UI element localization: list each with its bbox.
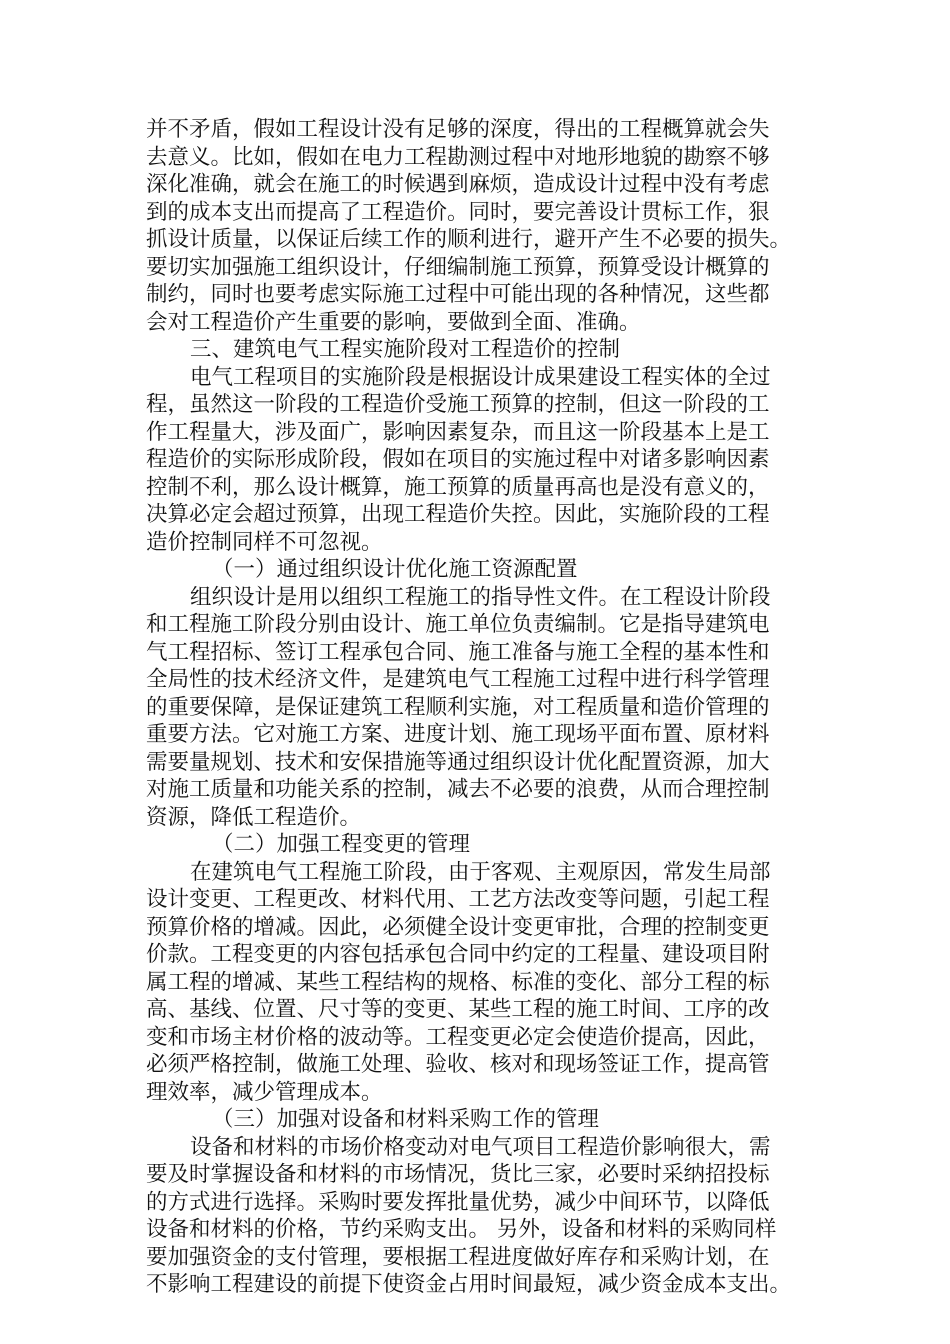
text-line: 属工程的增减、某些工程结构的规格、标准的变化、部分工程的标 [146,969,770,995]
text-line: 的重要保障，是保证建筑工程顺利实施，对工程质量和造价管理的 [146,694,770,720]
subsection-heading: （三）加强对设备和材料采购工作的管理 [212,1107,600,1132]
text-line: 造价控制同样不可忽视。 [146,529,383,555]
paragraph-first-line: 设备和材料的市场价格变动对电气项目工程造价影响很大，需 [190,1134,771,1160]
paragraph-first-line: 组织设计是用以组织工程施工的指导性文件。在工程设计阶段 [190,584,771,610]
text-line: 全局性的技术经济文件，是建筑电气工程施工过程中进行科学管理 [146,667,770,692]
text-line: 高、基线、位置、尺寸等的变更、某些工程的施工时间、工序的改 [146,997,770,1022]
text-line: 要切实加强施工组织设计，仔细编制施工预算，预算受设计概算的 [146,254,770,280]
paragraph-first-line: 电气工程项目的实施阶段是根据设计成果建设工程实体的全过 [190,364,771,390]
text-line: 对施工质量和功能关系的控制，减去不必要的浪费，从而合理控制 [146,777,770,802]
text-line: 不影响工程建设的前提下使资金占用时间最短，减少资金成本支出。 [146,1272,792,1297]
text-line: 资源，降低工程造价。 [146,804,362,830]
text-line: 决算必定会超过预算，出现工程造价失控。因此，实施阶段的工程 [146,502,770,527]
subsection-heading: （二）加强工程变更的管理 [212,832,471,857]
text-line: 会对工程造价产生重要的影响，要做到全面、准确。 [146,309,641,335]
text-line: 需要量规划、技术和安保措施等通过组织设计优化配置资源，加大 [146,749,770,775]
text-line: 设备和材料的价格，节约采购支出。 另外，设备和材料的采购同样 [146,1217,777,1242]
document-body [146,116,810,1299]
text-line: 去意义。比如，假如在电力工程勘测过程中对地形地貌的勘察不够 [146,144,770,170]
text-line: 到的成本支出而提高了工程造价。同时，要完善设计贯标工作，狠 [146,199,770,225]
text-line: 程造价的实际形成阶段，假如在项目的实施过程中对诸多影响因素 [146,447,770,472]
text-line: 并不矛盾，假如工程设计没有足够的深度，得出的工程概算就会失 [146,117,770,142]
text-line: 制约，同时也要考虑实际施工过程中可能出现的各种情况，这些都 [146,282,770,307]
text-line: 和工程施工阶段分别由设计、施工单位负责编制。它是指导建筑电 [146,612,770,637]
text-line: 变和市场主材价格的波动等。工程变更必定会使造价提高，因此， [146,1024,770,1050]
text-line: 要及时掌握设备和材料的市场情况，货比三家，必要时采纳招投标 [146,1162,770,1187]
text-line: 重要方法。它对施工方案、进度计划、施工现场平面布置、原材料 [146,722,770,747]
text-line: 作工程量大，涉及面广，影响因素复杂，而且这一阶段基本上是工 [146,419,770,445]
subsection-heading: （一）通过组织设计优化施工资源配置 [212,557,578,582]
text-line: 抓设计质量，以保证后续工作的顺利进行，避开产生不必要的损失。 [146,227,792,252]
text-line: 理效率，减少管理成本。 [146,1079,383,1105]
text-line: 的方式进行选择。采购时要发挥批量优势，减少中间环节，以降低 [146,1189,770,1215]
paragraph-first-line: 在建筑电气工程施工阶段，由于客观、主观原因，常发生局部 [190,859,771,885]
text-line: 设计变更、工程更改、材料代用、工艺方法改变等问题，引起工程 [146,887,770,912]
section-heading: 三、建筑电气工程实施阶段对工程造价的控制 [190,337,621,362]
text-line: 程，虽然这一阶段的工程造价受施工预算的控制，但这一阶段的工 [146,392,770,417]
text-line: 价款。工程变更的内容包括承包合同中约定的工程量、建设项目附 [146,942,770,967]
text-line: 控制不利，那么设计概算，施工预算的质量再高也是没有意义的， [146,474,770,500]
text-line: 必须严格控制，做施工处理、验收、核对和现场签证工作，提高管 [146,1052,770,1077]
text-line: 要加强资金的支付管理，要根据工程进度做好库存和采购计划，在 [146,1244,770,1270]
text-line: 预算价格的增减。因此，必须健全设计变更审批，合理的控制变更 [146,914,770,940]
text-line: 深化准确，就会在施工的时候遇到麻烦，造成设计过程中没有考虑 [146,172,770,197]
text-line: 气工程招标、签订工程承包合同、施工准备与施工全程的基本性和 [146,639,770,665]
